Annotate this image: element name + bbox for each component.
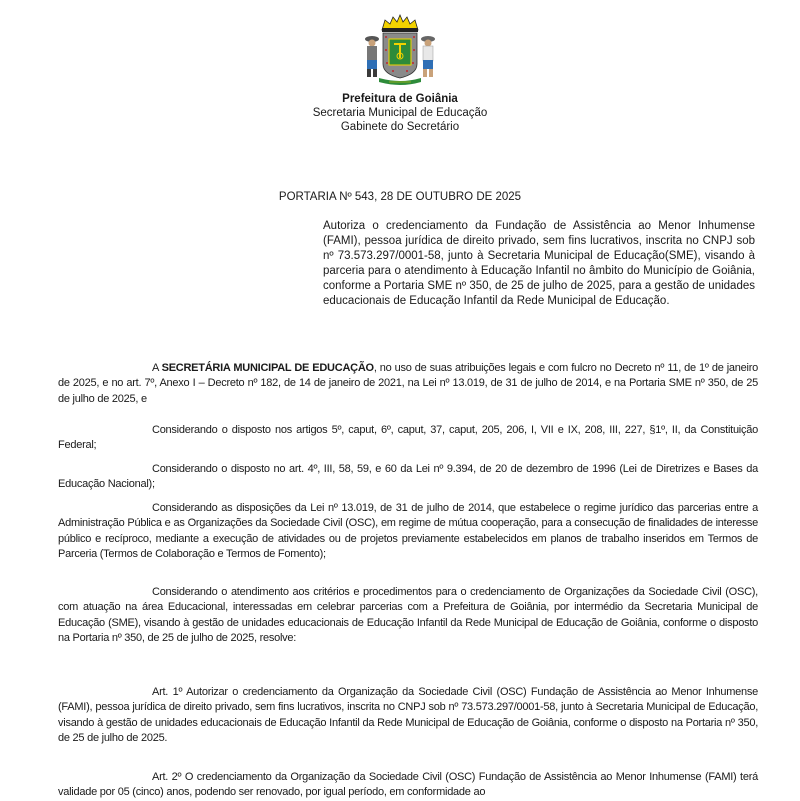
preamble-subject: SECRETÁRIA MUNICIPAL DE EDUCAÇÃO (161, 362, 374, 374)
article-paragraph: Art. 2º O credenciamento da Organização da Sociedade Civil (OSC) Fundação de Assistência ao Menor Inhumense (FAMI) terá validade por 05 (cinco) anos, podendo ser renovado, por igual período, em conformidade ao (58, 771, 758, 799)
considerando-1 (58, 423, 758, 454)
considerando-3 (58, 501, 758, 563)
article-1 (58, 685, 758, 747)
preamble-rest: , no uso de suas atribuições legais e com fulcro no Decreto nº 11, de 1º de janeiro de 2025, e no art. 7º, Anexo I – Decreto nº 182, de 14 de janeiro de 2021, na Lei nº 13.019, de 31 de julho de 2014, e na Portaria SME nº 350, de 25 de julho de 2025, e (58, 362, 758, 405)
institution-name: Prefeitura de Goiânia (342, 93, 458, 105)
considerando-paragraph: Considerando o disposto no art. 4º, III, 58, 59, e 60 da Lei nº 9.394, de 20 de dezembro de 1996 (Lei de Diretrizes e Bases da Educação Nacional); (58, 463, 758, 491)
preamble-prefix: A (152, 362, 162, 374)
considerando-paragraph: Considerando o disposto nos artigos 5º, caput, 6º, caput, 37, caput, 205, 206, I, VII e IX, 208, III, 227, §1º, II, da Constituição Federal; (58, 424, 758, 452)
considerando-paragraph: Considerando as disposições da Lei nº 13.019, de 31 de julho de 2014, que estabelece o regime jurídico das parcerias entre a Administração Pública e as Organizações da Sociedade Civil (OSC), em regime de mútua cooperação, para a consecução de finalidades de interesse público e recíproco, mediante a execução de atividades ou de projetos previamente estabelecidos em planos de trabalho inseridos em Termos de Parceria (Termos de Colaboração e Termos de Fomento); (58, 502, 758, 561)
article-2 (58, 770, 758, 801)
crown-icon (382, 15, 418, 32)
considerando-4 (58, 585, 758, 647)
right-figure-icon (421, 36, 435, 77)
document-title: PORTARIA Nº 543, 28 DE OUTUBRO DE 2025 (278, 191, 522, 203)
institution-header (0, 92, 800, 134)
ementa-text: Autoriza o credenciamento da Fundação de Assistência ao Menor Inhumense (FAMI), pessoa jurídica de direito privado, sem fins lucrativos, inscrita no CNPJ sob nº 73.573.297/0001-58, junto à Secretaria Municipal de Educação(SME), visando à parceria para o atendimento à Educação Infantil no âmbito do Município de Goiânia, conforme a Portaria SME nº 350, de 25 de julho de 2025, para a gestão de unidades educacionais de Educação Infantil da Rede Municipal de Educação. (323, 220, 755, 308)
considerando-2 (58, 462, 758, 493)
left-figure-icon (365, 36, 379, 77)
preamble-paragraph (58, 361, 758, 407)
article-paragraph: Art. 1º Autorizar o credenciamento da Organização da Sociedade Civil (OSC) Fundação de Assistência ao Menor Inhumense (FAMI), pessoa jurídica de direito privado, sem fins lucrativos, inscrita no CNPJ sob nº 73.573.297/0001-58, junto à Secretaria Municipal de Educação, visando à gestão de unidades educacionais de Educação Infantil da Rede Municipal de Educação de Goiânia, conforme o disposto na Portaria nº 350, de 25 de julho de 2025. (58, 686, 758, 745)
coat-of-arms-icon (355, 12, 445, 87)
department-name: Secretaria Municipal de Educação (312, 107, 488, 119)
preamble-block (58, 361, 758, 407)
considerando-paragraph: Considerando o atendimento aos critérios e procedimentos para o credenciamento de Organizações da Sociedade Civil (OSC), com atuação na área Educacional, interessadas em celebrar parcerias com a Prefeitura de Goiânia, por intermédio da Secretaria Municipal de Educação (SME), visando à gestão de unidades educacionais de Educação Infantil da Rede Municipal de Educação de Goiânia, conforme o disposto na Portaria nº 350, de 25 de julho de 2025, resolve: (58, 586, 758, 645)
office-name: Gabinete do Secretário (340, 121, 460, 133)
